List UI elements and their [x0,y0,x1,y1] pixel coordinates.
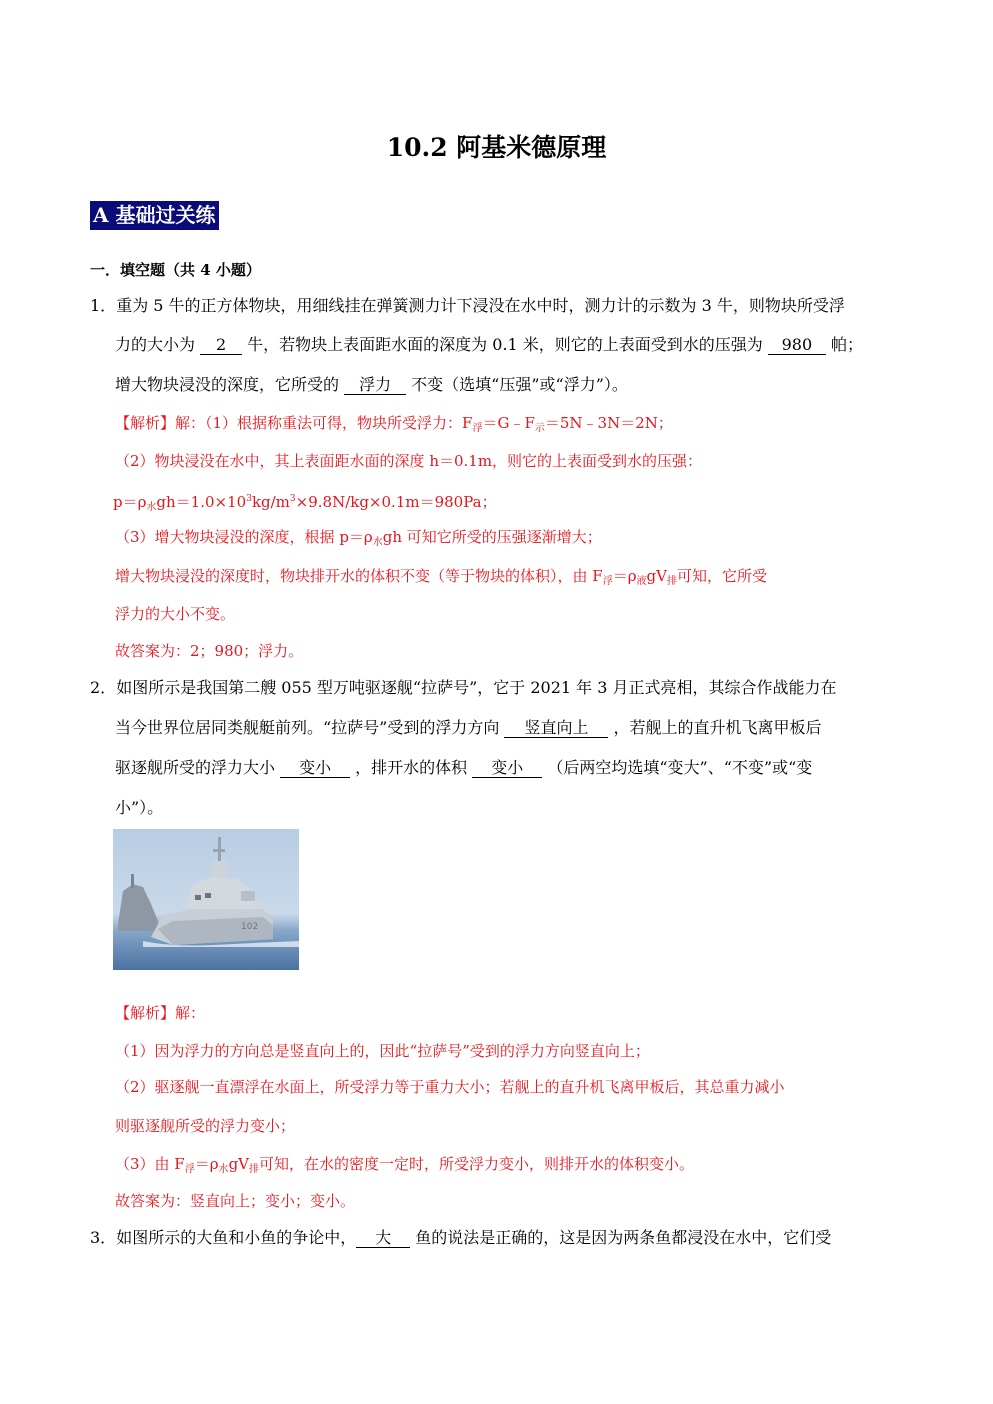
solution-line: $p=\rho_水gh=1.0\times 10^3kg/m^3\times 9.8N/kg\times 0.1m=980Pa$； [113,493,497,513]
question-2-line-4: 小”）。 [115,798,164,817]
answer-blank: 大 [356,1228,410,1248]
question-3-line-1: 3．如图所示的大鱼和小鱼的争论中， 大 鱼的说法是正确的，这是因为两条鱼都浸没在水中，它们受 [90,1228,832,1247]
question-2-line-3: 驱逐舰所受的浮力大小 变小 ，排开水的体积 变小 （后两空均选填“变大”、“不变”或“变 [115,758,813,777]
answer-blank: 980 [768,335,826,355]
ship-illustration [113,829,299,970]
solution-line: 则驱逐舰所受的浮力变小； [115,1117,296,1135]
solution-line: （3）由 $F_浮=\rho_水gV_排$可知，在水的密度一定时，所受浮力变小，则排开水的体积变小。 [115,1155,695,1175]
answer-blank: 变小 [472,758,542,778]
solution-line: 增大物块浸没的深度时，物块排开水的体积不变（等于物块的体积），由 $F_浮=\rho_液gV_排$可知，它所受 [115,567,767,587]
solution-line: 浮力的大小不变。 [115,605,236,623]
solution-line: （2）物块浸没在水中，其上表面距水面的深度 h＝0.1m，则它的上表面受到水的压强： [115,452,703,470]
answer-blank: 2 [200,335,242,355]
question-2-line-1: 2．如图所示是我国第二艘 055 型万吨驱逐舰“拉萨号”，它于 2021 年 3 月正式亮相，其综合作战能力在 [90,678,837,697]
question-2-line-2: 当今世界位居同类舰艇前列。“拉萨号”受到的浮力方向 竖直向上 ，若舰上的直升机飞离甲板后 [115,718,822,737]
page-title: 10.2 阿基米德原理 [386,133,607,162]
svg-text:102: 102 [241,922,259,932]
solution-line: 【解析】解： [115,1004,206,1022]
answer-blank: 浮力 [344,375,406,395]
answer-blank: 竖直向上 [504,718,608,738]
solution-line: （3）增大物块浸没的深度，根据 $p=\rho_水gh$ 可知它所受的压强逐渐增大； [115,528,602,548]
solution-line: 【解析】解：（1）根据称重法可得，物块所受浮力：$F_浮=G﹣F_示=5N﹣3N=2N$； [115,414,673,434]
answer-blank: 变小 [280,758,350,778]
question-number: 1． [90,296,117,315]
question-1-line-3: 增大物块浸没的深度，它所受的 浮力 不变（选填“压强”或“浮力”）。 [115,375,628,394]
question-1-line-2: 力的大小为 2 牛，若物块上表面距水面的深度为 0.1 米，则它的上表面受到水的压强为 980 帕； [115,335,863,354]
solution-line: （1）因为浮力的方向总是竖直向上的，因此“拉萨号”受到的浮力方向竖直向上； [115,1042,650,1060]
question-number: 2． [90,678,117,697]
question-1-line-1: 1．重为 5 牛的正方体物块，用细线挂在弹簧测力计下浸没在水中时，测力计的示数为 3 牛，则物块所受浮 [90,296,845,315]
destroyer-ship-image [113,829,299,970]
answer-summary: 故答案为：2；980；浮力。 [115,642,304,660]
question-type-heading: 一．填空题（共 4 小题） [90,261,261,279]
question-number: 3． [90,1228,117,1247]
solution-line: （2）驱逐舰一直漂浮在水面上，所受浮力等于重力大小；若舰上的直升机飞离甲板后，其总重力减小 [115,1078,785,1096]
answer-summary: 故答案为：竖直向上；变小；变小。 [115,1192,356,1210]
section-label: A 基础过关练 [90,201,219,230]
